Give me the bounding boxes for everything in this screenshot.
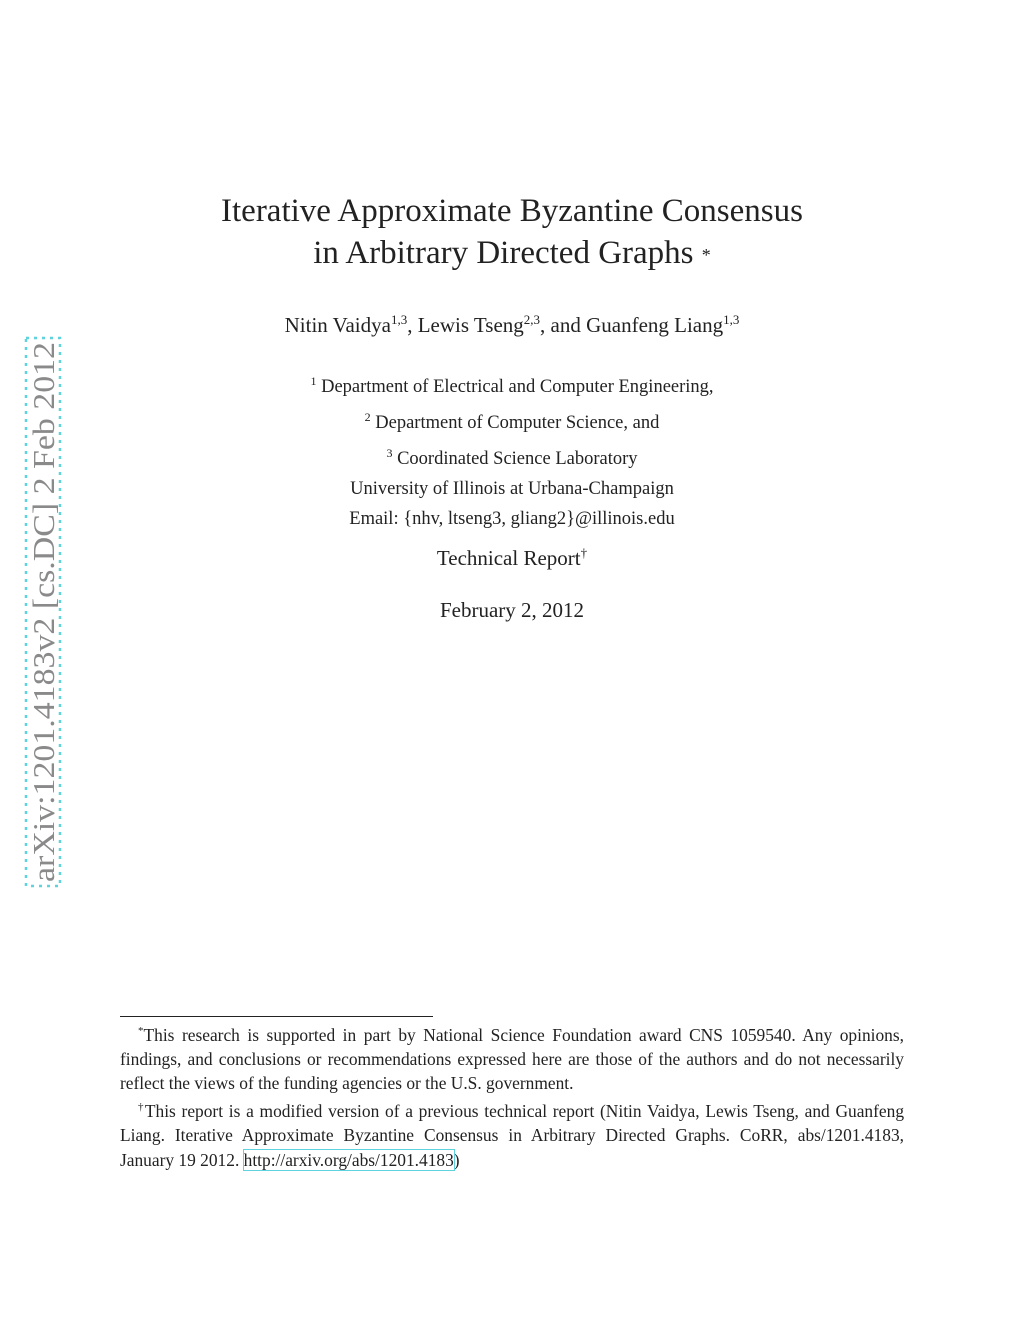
paper-title: [0, 190, 1024, 274]
university: University of Illinois at Urbana-Champaign: [350, 479, 674, 500]
footnotes: [120, 1019, 904, 1172]
affiliation-3-marker: 3: [386, 446, 393, 461]
affiliation-3: [0, 438, 1024, 474]
title-line-2: [0, 232, 1024, 274]
footnote-2: [120, 1095, 904, 1171]
affiliation-3-text: Coordinated Science Laboratory: [397, 449, 638, 470]
author-3-affil: 1,3: [723, 312, 740, 327]
footnote-2-marker: †: [138, 1101, 145, 1114]
email: Email: {nhv, ltseng3, gliang2}@illinois.edu: [349, 509, 675, 530]
title-line-1: Iterative Approximate Byzantine Consensus: [221, 193, 803, 229]
affiliation-2-text: Department of Computer Science, and: [375, 413, 660, 434]
author-2-affil: 2,3: [523, 312, 541, 327]
author-1: Nitin Vaidya: [284, 313, 391, 337]
title-footnote-marker: *: [701, 245, 711, 265]
affiliation-1: [0, 366, 1024, 402]
report-type: [0, 545, 1024, 571]
affiliation-1-marker: 1: [310, 374, 317, 388]
affiliations: [0, 366, 1024, 534]
affiliation-1-text: Department of Electrical and Computer Engineering,: [321, 377, 714, 398]
report-date: February 2, 2012: [439, 598, 585, 622]
author-list: [0, 306, 1024, 339]
report-label: Technical Report: [436, 546, 581, 570]
footnote-rule: [120, 1016, 433, 1017]
affiliation-2: [0, 402, 1024, 438]
footnote-1-marker: *: [138, 1025, 144, 1037]
report-footnote-marker: †: [580, 545, 588, 560]
title-line-2-text: in Arbitrary Directed Graphs: [313, 235, 694, 271]
author-2: , Lewis Tseng: [407, 313, 524, 337]
footnote-1: [120, 1019, 904, 1095]
author-1-affil: 1,3: [390, 312, 408, 327]
arxiv-stamp-text: arXiv:1201.4183v2 [cs.DC] 2 Feb 2012: [26, 387, 61, 882]
footnote-2-end: ): [453, 1149, 460, 1170]
footnote-2-text: This report is a modified version of a previous technical report (Nitin Vaidya, Lewis Tseng, and Guanfeng Liang. Iterative Approximate Byzantine Consensus in Arbitrary Directed Graphs. CoRR, abs/1201.4183, January 19 2012.: [120, 1101, 905, 1170]
affiliation-2-marker: 2: [364, 410, 371, 425]
footnote-1-text: This research is supported in part by National Science Foundation award CNS 1059540. Any opinions, findings, and conclusions or recommendations expressed here are those of the authors and do not necessarily reflect the views of the funding agencies or the U.S. government.: [120, 1024, 904, 1094]
author-3: , and Guanfeng Liang: [540, 313, 724, 337]
arxiv-abs-link[interactable]: http://arxiv.org/abs/1201.4183: [243, 1149, 454, 1170]
